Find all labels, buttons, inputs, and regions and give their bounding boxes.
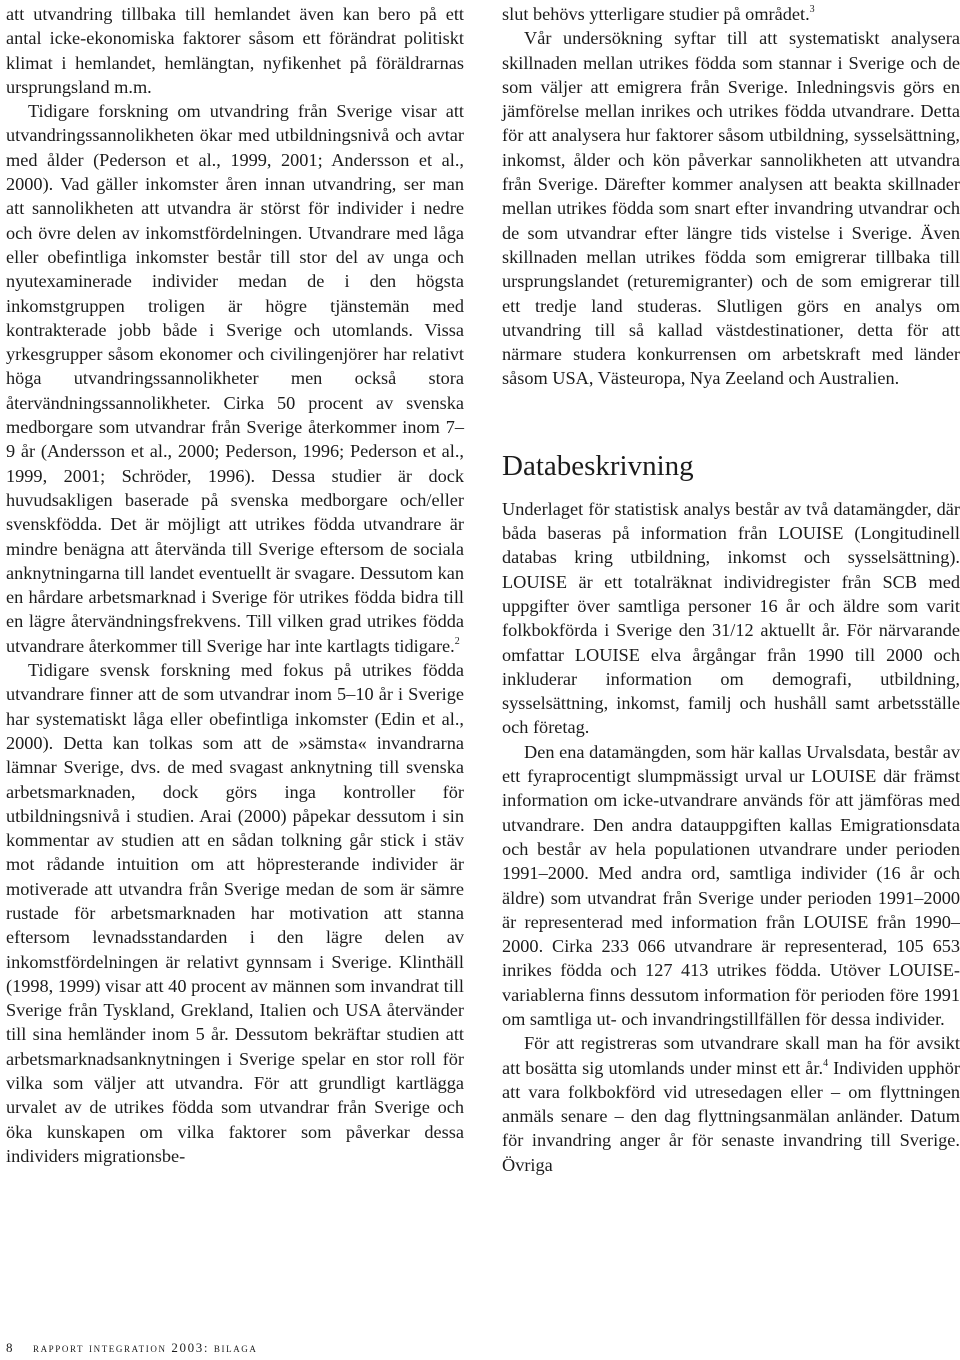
right-column (502, 2, 960, 1177)
body-paragraph: att utvandring tillbaka till hemlandet även kan bero på ett antal icke-ekonomiska faktorer såsom ett förändrat politiskt klimat i hemlandet, hemlängtan, nyfikenhet på föräldrarnas ursprungsland m.m. (6, 4, 464, 97)
body-paragraph: Tidigare svensk forskning med fokus på utrikes födda utvandrare finner att de som utvandrar inom 5–10 år i Sverige har systematiskt låga eller obefintliga inkomster (Edin et al., 2000). Detta kan tolkas som att de »sämsta« invandrarna lämnar Sverige, dvs. de med svagast anknytning till svenska arbetsmarknaden, dock görs inga kontroller för utbildningsnivå i studien. Arai (2000) påpekar dessutom i sin kommentar av studien att en sådan tolkning går stick i stäv mot rådande intuition om att höpresterande individer är motiverade att utvandra från Sverige medan de som är sämre rustade för arbetsmarknaden har motivation att stanna eftersom levnadsstandarden i den lägre delen av inkomstfördelningen är relativt gynnsam i Sverige. Klinthäll (1998, 1999) visar att 40 procent av männen som invandrat till Sverige från Tyskland, Grekland, Italien och USA återvänder till sina hemländer inom 5 år. Dessutom bekräftar studien att arbetsmarknadsanknytningen i Sverige spelar en stor roll för vilka som väljer att utvandra. För att grundligt kartlägga urvalet av de utrikes födda som utvandrar från Sverige och öka kunskapen om vilka faktorer som påverkar dessa individers migrationsbe- (6, 660, 464, 1166)
paragraph-text: slut behövs ytterligare studier på området. (502, 4, 810, 24)
running-title: rapport integration 2003: bilaga (32, 1340, 258, 1355)
footnote-marker: 4 (823, 1057, 829, 1069)
left-column (6, 2, 464, 1168)
body-paragraph: Underlaget för statistisk analys består av två datamängder, där båda baseras på information från LOUISE (Longitudinell databas kring utbildning, inkomst och sysselsättning). LOUISE är ett totalräknat individregister från SCB med uppgifter över samtliga personer 16 år och äldre som varit folkbokförda i Sverige den 31/12 aktuellt år. För närvarande omfattar LOUISE elva årgångar från 1990 till 2000 och inkluderar information om demografi, utbildning, sysselsättning, inkomst, familj och hushåll samt arbetsställe och företag. (502, 498, 960, 738)
footnote-marker: 3 (809, 4, 815, 15)
paragraph-text: Tidigare forskning om utvandring från Sverige visar att utvandringssannolikheten ökar med utbildningsnivå och avtar med ålder (Pederson et al., 1999, 2001; Andersson et al., 2000). Vad gäller inkomster åren innan utvandring, ser man att sannolikheten att utvandra är störst för individer i nedre och övre delen av inkomstfördelningen. Utvandrare med låga eller obefintliga inkomster består till stor del av unga och nyutexaminerade individer medan de i den högsta inkomstgruppen troligen är högre tjänstemän med kontrakterade jobb både i Sverige och utomlands. Vissa yrkesgrupper såsom ekonomer och civilingenjörer har relativt höga utvandringssannolikheter men också stora återvändningssannolikheter. Cirka 50 procent av svenska medborgare som utvandrar från Sverige återkommer inom 7–9 år (Andersson et al., 2000; Pederson, 1996; Pederson et al., 1999, 2001; Schröder, 1996). Dessa studier är dock huvudsakligen baserade på svenska medborgare och/eller svenskfödda. Det är möjligt att utrikes födda utvandrare är mindre benägna att återvända till Sverige eftersom de sociala anknytningarna till landet eventuellt är svagare. Dessutom kan en hårdare arbetsmarknad i Sverige för utrikes födda bidra till en lägre återvändningsfrekvens. Till vilken grad utrikes födda utvandrare återkommer till Sverige har inte kartlagts tidigare. (6, 101, 464, 656)
body-paragraph (502, 2, 960, 26)
section-heading: Databeskrivning (502, 449, 694, 482)
paragraph-text: Individen upphör att vara folkbokförd vid utresedagen eller – om flyttningen anmäls senare – den dag flyttningsanmälan anländer. Datum för invandring anger år för senaste invandring till Sverige. Övriga (502, 1057, 960, 1175)
body-paragraph: Vår undersökning syftar till att systematiskt analysera skillnaden mellan utrikes födda som stannar i Sverige och de som väljer att emigrera från Sverige. Inledningsvis görs en jämförelse mellan inrikes och utrikes födda utvandrare. Detta för att analysera hur faktorer såsom utbildning, sysselsättning, inkomst, ålder och kön påverkar sannolikheten att utvandra från Sverige. Därefter kommer analysen att beakta skillnader mellan utrikes födda som snart efter invandring utvandrar och de som utvandrar efter längre tids vistelse i Sverige. Även skillnaden mellan utrikes födda som emigrerar tillbaka till ursprungslandet (returemigranter) och de som emigrerar till ett tredje land studeras. Slutligen görs en analys om utvandring till så kallad västdestinationer, detta för att närmare studera konkurrensen om arbetskraft med länder såsom USA, Västeuropa, Nya Zeeland och Australien. (502, 28, 960, 389)
footnote-marker: 2 (454, 635, 460, 647)
body-paragraph: Den ena datamängden, som här kallas Urvalsdata, består av ett fyraprocentigt slumpmässigt urval ur LOUISE där främst information om icke-utvandrare används för att jämföras med utvandrare. Den andra datauppgiften kallas Emigrationsdata och består av hela populationen utvandrare under perioden 1991–2000. Med andra ord, samtliga individer (16 år och äldre) som utvandrat från Sverige under perioden 1991–2000 är representerad med information från LOUISE från 1990–2000. Cirka 233 066 utvandrare är representerad, 105 653 inrikes födda och 127 413 utrikes födda. Utöver LOUISE-variablerna finns dessutom information för perioden före 1991 om samtliga ut- och invandringstillfällen för dessa individer. (502, 741, 960, 1029)
paragraph-text: För att registreras som utvandrare skall man ha för avsikt att bosätta sig utomlands under minst ett år. (502, 1033, 960, 1078)
page-number: 8 (6, 1340, 15, 1355)
body-paragraph (502, 1031, 960, 1177)
body-paragraph (6, 99, 464, 658)
page-footer (6, 1340, 258, 1356)
